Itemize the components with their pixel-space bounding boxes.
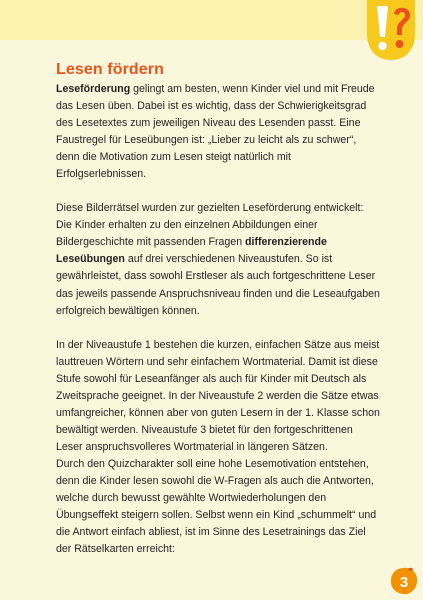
page-title: Lesen fördern bbox=[56, 61, 164, 78]
paragraph-text: Durch den Quizcharakter soll eine hohe Lesemotivation entstehen, denn die Kinder lesen sowohl die W-Fragen als auch die Antworten, welche durch bewusst gewählte Wortwiederholungen den Übungseffekt steigern sollen. Selbst wenn ein Kind „schummelt“ und die Antwort einfach abliest, ist im Sinne des Lesetrainings das Ziel der Rätselkarten erreicht: bbox=[56, 457, 377, 556]
paragraph-text: In der Niveaustufe 1 bestehen die kurzen, einfachen Sätze aus meist lauttreuen Wörtern und sehr einfachem Wortmaterial. Damit ist diese Stufe sowohl für Leseanfänger als auch für Kinder mit Deutsch als Zweitsprache geeignet. In der Niveaustufe 2 werden die Sätze etwas umfangreicher, können aber von guten Lesern in der 1. Klasse schon bewältigt werden. Niveaustufe 3 bietet für den fortgeschrittenen Leser anspruchsvolleres Wortmaterial in längeren Sätzen. bbox=[56, 338, 380, 453]
top-band bbox=[0, 0, 423, 40]
bold-term: differenzierende Leseübungen bbox=[56, 236, 327, 266]
paragraph-text: auf drei verschiedenen Niveaustufen. So ist gewährleistet, dass sowohl Erstleser als auch fortgeschrittene Leser das jeweils passende Anspruchsniveau finden und die Leseaufgaben erfolgreich bewältigen können. bbox=[56, 253, 380, 317]
page-number-badge bbox=[389, 566, 419, 596]
exclamation-question-logo-icon bbox=[361, 0, 421, 64]
paragraph-levels bbox=[56, 337, 380, 456]
paragraph-differentiation bbox=[56, 200, 380, 319]
paragraph-motivation bbox=[56, 456, 380, 558]
paragraph-intro bbox=[56, 81, 380, 183]
body-text bbox=[56, 81, 380, 558]
paragraph-text: Diese Bilderrätsel wurden zur gezielten Leseförderung entwickelt: Die Kinder erhalten zu den einzelnen Abbildungen einer Bildergeschichte mit passenden Fragen bbox=[56, 202, 364, 249]
bold-term: Leseförderung bbox=[56, 83, 131, 95]
paragraph-text: gelingt am besten, wenn Kinder viel und mit Freude das Lesen üben. Dabei ist es wichtig, dass der Schwierigkeitsgrad des Lesetextes zum jeweiligen Niveau des Lesenden passt. Eine Faustregel für Leseübungen ist: „Lieber zu leicht als zu schwer“, denn die Motivation zum Lesen steigt natürlich mit Erfolgserlebnissen. bbox=[56, 83, 375, 181]
page-number: 3 bbox=[399, 574, 409, 591]
